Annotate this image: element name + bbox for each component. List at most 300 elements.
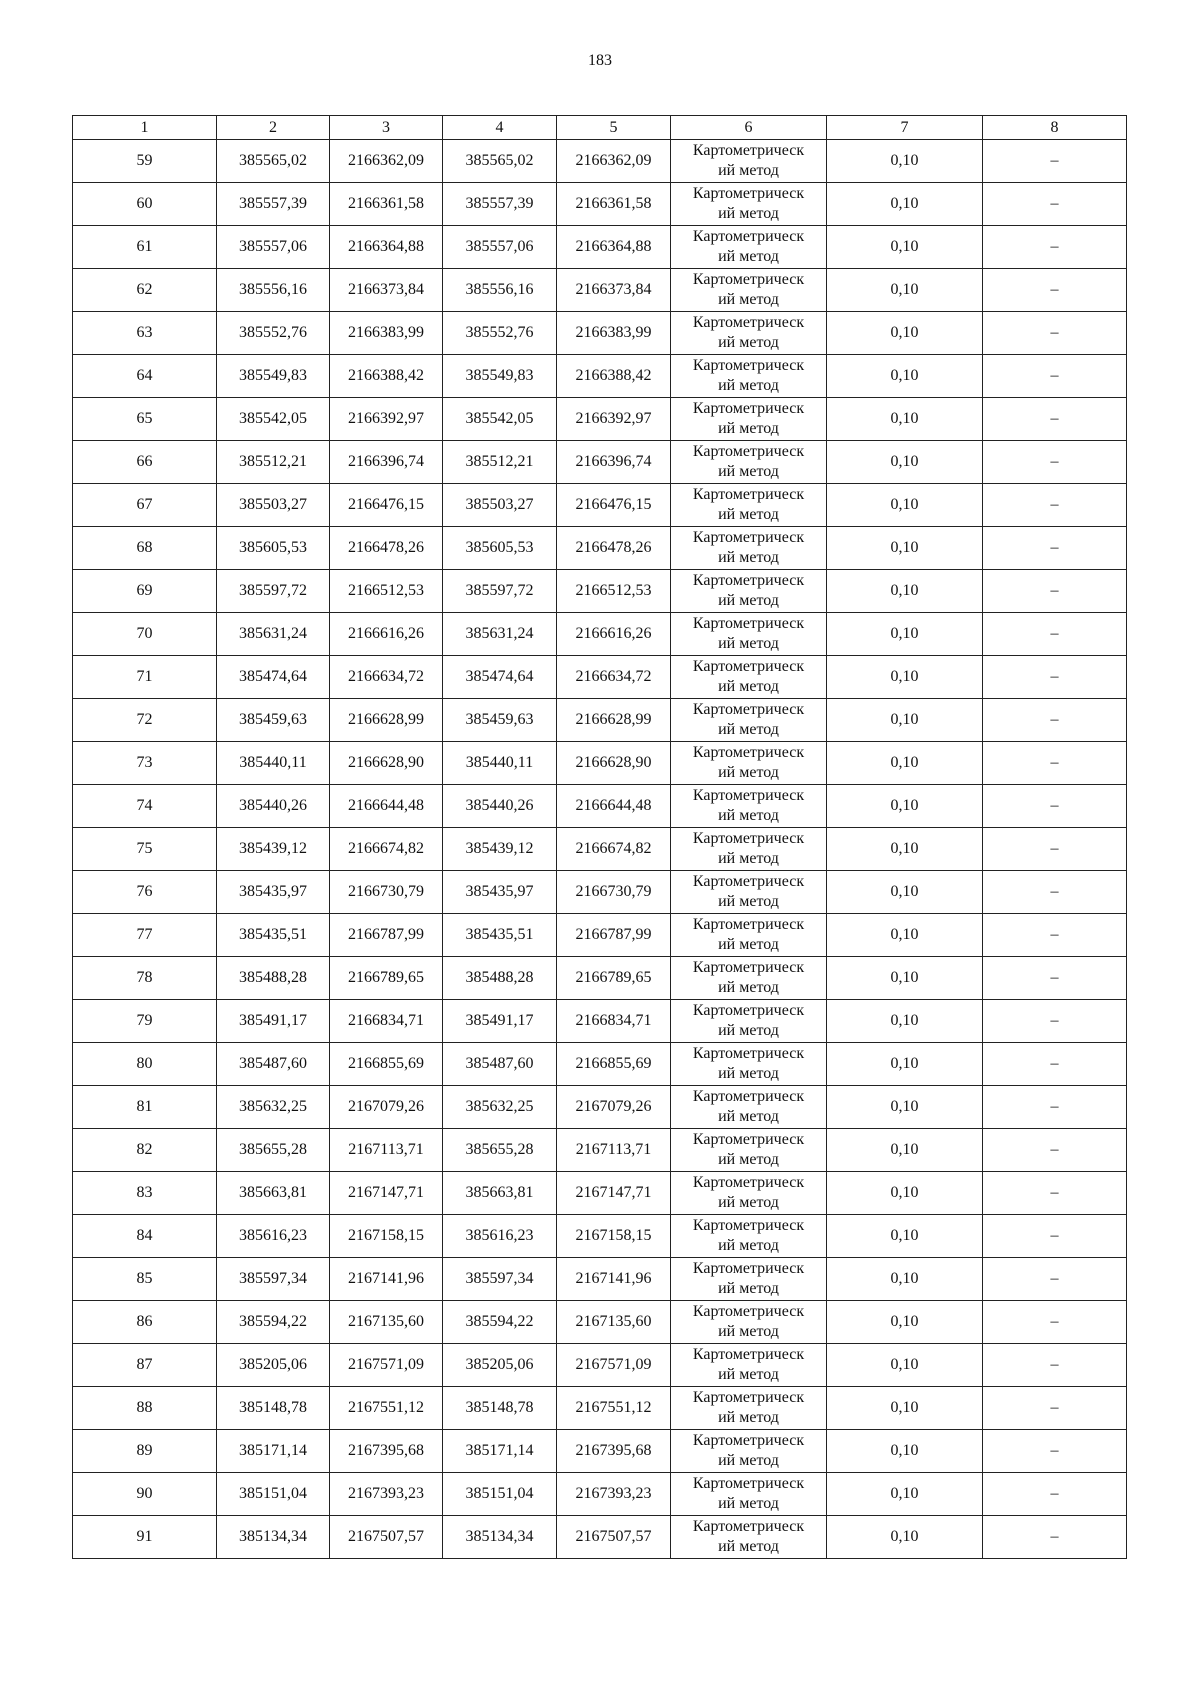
method-cell bbox=[671, 140, 827, 183]
x-coordinate-cell: 385491,17 bbox=[443, 1000, 557, 1043]
x-coordinate-cell: 385440,11 bbox=[217, 742, 330, 785]
x-coordinate-cell: 385597,34 bbox=[443, 1258, 557, 1301]
x-coordinate-cell: 385556,16 bbox=[443, 269, 557, 312]
method-text-line-2: ий метод bbox=[718, 592, 779, 609]
y-coordinate-cell: 2167507,57 bbox=[557, 1516, 671, 1559]
y-coordinate-cell: 2166388,42 bbox=[330, 355, 443, 398]
y-coordinate-cell: 2166373,84 bbox=[557, 269, 671, 312]
point-number-cell: 62 bbox=[73, 269, 217, 312]
x-coordinate-cell: 385597,34 bbox=[217, 1258, 330, 1301]
point-number-cell: 64 bbox=[73, 355, 217, 398]
method-text-line-2: ий метод bbox=[718, 377, 779, 394]
x-coordinate-cell: 385512,21 bbox=[217, 441, 330, 484]
x-coordinate-cell: 385474,64 bbox=[443, 656, 557, 699]
method-text-line-2: ий метод bbox=[718, 1495, 779, 1512]
y-coordinate-cell: 2166789,65 bbox=[557, 957, 671, 1000]
method-text-line-2: ий метод bbox=[718, 807, 779, 824]
y-coordinate-cell: 2167113,71 bbox=[557, 1129, 671, 1172]
x-coordinate-cell: 385151,04 bbox=[443, 1473, 557, 1516]
table-row bbox=[73, 871, 1127, 914]
method-cell bbox=[671, 1516, 827, 1559]
y-coordinate-cell: 2167393,23 bbox=[557, 1473, 671, 1516]
method-cell bbox=[671, 613, 827, 656]
note-cell: – bbox=[983, 312, 1127, 355]
method-text-line-1: Картометрическ bbox=[692, 959, 805, 976]
point-number-cell: 78 bbox=[73, 957, 217, 1000]
method-cell bbox=[671, 1387, 827, 1430]
table-row bbox=[73, 785, 1127, 828]
x-coordinate-cell: 385491,17 bbox=[217, 1000, 330, 1043]
table-row bbox=[73, 1430, 1127, 1473]
point-number-cell: 80 bbox=[73, 1043, 217, 1086]
method-text-line-1: Картометрическ bbox=[692, 1217, 805, 1234]
table-row bbox=[73, 1129, 1127, 1172]
method-cell bbox=[671, 226, 827, 269]
table-row bbox=[73, 355, 1127, 398]
note-cell: – bbox=[983, 828, 1127, 871]
note-cell: – bbox=[983, 957, 1127, 1000]
point-number-cell: 89 bbox=[73, 1430, 217, 1473]
method-text-line-1: Картометрическ bbox=[692, 1432, 805, 1449]
note-cell: – bbox=[983, 1516, 1127, 1559]
method-text-line-2: ий метод bbox=[718, 1280, 779, 1297]
method-text-line-1: Картометрическ bbox=[692, 787, 805, 804]
y-coordinate-cell: 2166396,74 bbox=[557, 441, 671, 484]
accuracy-cell: 0,10 bbox=[827, 613, 983, 656]
method-text-line-2: ий метод bbox=[718, 506, 779, 523]
method-text-line-2: ий метод bbox=[718, 1022, 779, 1039]
method-text-line-1: Картометрическ bbox=[692, 615, 805, 632]
y-coordinate-cell: 2166364,88 bbox=[557, 226, 671, 269]
x-coordinate-cell: 385663,81 bbox=[217, 1172, 330, 1215]
point-number-cell: 70 bbox=[73, 613, 217, 656]
method-text-line-2: ий метод bbox=[718, 334, 779, 351]
x-coordinate-cell: 385549,83 bbox=[443, 355, 557, 398]
accuracy-cell: 0,10 bbox=[827, 785, 983, 828]
method-text-line-1: Картометрическ bbox=[692, 314, 805, 331]
method-text-line-2: ий метод bbox=[718, 1194, 779, 1211]
x-coordinate-cell: 385556,16 bbox=[217, 269, 330, 312]
x-coordinate-cell: 385439,12 bbox=[443, 828, 557, 871]
y-coordinate-cell: 2167147,71 bbox=[557, 1172, 671, 1215]
method-text-line-1: Картометрическ bbox=[692, 1303, 805, 1320]
table-row bbox=[73, 656, 1127, 699]
y-coordinate-cell: 2166634,72 bbox=[330, 656, 443, 699]
note-cell: – bbox=[983, 1086, 1127, 1129]
method-cell bbox=[671, 355, 827, 398]
method-cell bbox=[671, 312, 827, 355]
method-cell bbox=[671, 441, 827, 484]
y-coordinate-cell: 2166628,90 bbox=[330, 742, 443, 785]
accuracy-cell: 0,10 bbox=[827, 355, 983, 398]
point-number-cell: 72 bbox=[73, 699, 217, 742]
x-coordinate-cell: 385474,64 bbox=[217, 656, 330, 699]
method-text-line-2: ий метод bbox=[718, 850, 779, 867]
note-cell: – bbox=[983, 484, 1127, 527]
method-text-line-1: Картометрическ bbox=[692, 1260, 805, 1277]
y-coordinate-cell: 2166476,15 bbox=[557, 484, 671, 527]
method-cell bbox=[671, 1344, 827, 1387]
method-text-line-1: Картометрическ bbox=[692, 830, 805, 847]
note-cell: – bbox=[983, 269, 1127, 312]
x-coordinate-cell: 385597,72 bbox=[443, 570, 557, 613]
method-text-line-2: ий метод bbox=[718, 1151, 779, 1168]
point-number-cell: 65 bbox=[73, 398, 217, 441]
method-text-line-1: Картометрическ bbox=[692, 572, 805, 589]
accuracy-cell: 0,10 bbox=[827, 527, 983, 570]
note-cell: – bbox=[983, 699, 1127, 742]
note-cell: – bbox=[983, 613, 1127, 656]
method-text-line-2: ий метод bbox=[718, 1452, 779, 1469]
x-coordinate-cell: 385594,22 bbox=[217, 1301, 330, 1344]
y-coordinate-cell: 2166789,65 bbox=[330, 957, 443, 1000]
table-row bbox=[73, 1172, 1127, 1215]
y-coordinate-cell: 2166373,84 bbox=[330, 269, 443, 312]
accuracy-cell: 0,10 bbox=[827, 656, 983, 699]
note-cell: – bbox=[983, 527, 1127, 570]
accuracy-cell: 0,10 bbox=[827, 183, 983, 226]
method-text-line-1: Картометрическ bbox=[692, 1475, 805, 1492]
note-cell: – bbox=[983, 570, 1127, 613]
point-number-cell: 63 bbox=[73, 312, 217, 355]
method-cell bbox=[671, 1215, 827, 1258]
y-coordinate-cell: 2166361,58 bbox=[557, 183, 671, 226]
x-coordinate-cell: 385148,78 bbox=[443, 1387, 557, 1430]
y-coordinate-cell: 2166834,71 bbox=[330, 1000, 443, 1043]
method-cell bbox=[671, 957, 827, 1000]
page-number: 183 bbox=[588, 52, 612, 69]
x-coordinate-cell: 385439,12 bbox=[217, 828, 330, 871]
method-cell bbox=[671, 484, 827, 527]
x-coordinate-cell: 385552,76 bbox=[217, 312, 330, 355]
method-text-line-2: ий метод bbox=[718, 1237, 779, 1254]
column-header: 2 bbox=[217, 116, 330, 140]
y-coordinate-cell: 2167507,57 bbox=[330, 1516, 443, 1559]
method-cell bbox=[671, 183, 827, 226]
y-coordinate-cell: 2166628,90 bbox=[557, 742, 671, 785]
y-coordinate-cell: 2166478,26 bbox=[330, 527, 443, 570]
note-cell: – bbox=[983, 1258, 1127, 1301]
accuracy-cell: 0,10 bbox=[827, 1258, 983, 1301]
y-coordinate-cell: 2166392,97 bbox=[330, 398, 443, 441]
y-coordinate-cell: 2166628,99 bbox=[330, 699, 443, 742]
x-coordinate-cell: 385512,21 bbox=[443, 441, 557, 484]
method-cell bbox=[671, 269, 827, 312]
table-row bbox=[73, 1043, 1127, 1086]
method-cell bbox=[671, 785, 827, 828]
x-coordinate-cell: 385663,81 bbox=[443, 1172, 557, 1215]
point-number-cell: 90 bbox=[73, 1473, 217, 1516]
table-row bbox=[73, 570, 1127, 613]
method-text-line-2: ий метод bbox=[718, 1538, 779, 1555]
y-coordinate-cell: 2167141,96 bbox=[557, 1258, 671, 1301]
y-coordinate-cell: 2166383,99 bbox=[557, 312, 671, 355]
table-row bbox=[73, 613, 1127, 656]
x-coordinate-cell: 385440,11 bbox=[443, 742, 557, 785]
x-coordinate-cell: 385565,02 bbox=[443, 140, 557, 183]
x-coordinate-cell: 385565,02 bbox=[217, 140, 330, 183]
method-text-line-1: Картометрическ bbox=[692, 228, 805, 245]
table-body bbox=[73, 140, 1127, 1559]
table-row bbox=[73, 828, 1127, 871]
x-coordinate-cell: 385616,23 bbox=[217, 1215, 330, 1258]
y-coordinate-cell: 2166616,26 bbox=[330, 613, 443, 656]
note-cell: – bbox=[983, 1387, 1127, 1430]
method-text-line-1: Картометрическ bbox=[692, 1002, 805, 1019]
accuracy-cell: 0,10 bbox=[827, 1301, 983, 1344]
method-text-line-1: Картометрическ bbox=[692, 1174, 805, 1191]
method-text-line-1: Картометрическ bbox=[692, 1088, 805, 1105]
x-coordinate-cell: 385440,26 bbox=[217, 785, 330, 828]
x-coordinate-cell: 385632,25 bbox=[217, 1086, 330, 1129]
method-text-line-2: ий метод bbox=[718, 1065, 779, 1082]
table-row bbox=[73, 183, 1127, 226]
x-coordinate-cell: 385542,05 bbox=[443, 398, 557, 441]
x-coordinate-cell: 385435,51 bbox=[217, 914, 330, 957]
y-coordinate-cell: 2167571,09 bbox=[557, 1344, 671, 1387]
note-cell: – bbox=[983, 226, 1127, 269]
x-coordinate-cell: 385631,24 bbox=[443, 613, 557, 656]
x-coordinate-cell: 385435,97 bbox=[443, 871, 557, 914]
point-number-cell: 66 bbox=[73, 441, 217, 484]
y-coordinate-cell: 2166478,26 bbox=[557, 527, 671, 570]
x-coordinate-cell: 385487,60 bbox=[443, 1043, 557, 1086]
y-coordinate-cell: 2166383,99 bbox=[330, 312, 443, 355]
method-text-line-2: ий метод bbox=[718, 1108, 779, 1125]
note-cell: – bbox=[983, 785, 1127, 828]
method-text-line-1: Картометрическ bbox=[692, 357, 805, 374]
method-cell bbox=[671, 1473, 827, 1516]
table-row bbox=[73, 140, 1127, 183]
column-header: 3 bbox=[330, 116, 443, 140]
table-row bbox=[73, 1473, 1127, 1516]
method-text-line-1: Картометрическ bbox=[692, 529, 805, 546]
note-cell: – bbox=[983, 742, 1127, 785]
table-row bbox=[73, 1344, 1127, 1387]
method-text-line-2: ий метод bbox=[718, 1366, 779, 1383]
table-row bbox=[73, 699, 1127, 742]
y-coordinate-cell: 2167135,60 bbox=[557, 1301, 671, 1344]
y-coordinate-cell: 2166616,26 bbox=[557, 613, 671, 656]
y-coordinate-cell: 2167395,68 bbox=[330, 1430, 443, 1473]
table-row bbox=[73, 527, 1127, 570]
note-cell: – bbox=[983, 183, 1127, 226]
method-text-line-1: Картометрическ bbox=[692, 744, 805, 761]
table-row bbox=[73, 441, 1127, 484]
note-cell: – bbox=[983, 1000, 1127, 1043]
point-number-cell: 71 bbox=[73, 656, 217, 699]
x-coordinate-cell: 385594,22 bbox=[443, 1301, 557, 1344]
note-cell: – bbox=[983, 656, 1127, 699]
y-coordinate-cell: 2166674,82 bbox=[557, 828, 671, 871]
x-coordinate-cell: 385557,06 bbox=[217, 226, 330, 269]
table-row bbox=[73, 1086, 1127, 1129]
x-coordinate-cell: 385503,27 bbox=[443, 484, 557, 527]
y-coordinate-cell: 2167079,26 bbox=[557, 1086, 671, 1129]
method-cell bbox=[671, 570, 827, 613]
y-coordinate-cell: 2167147,71 bbox=[330, 1172, 443, 1215]
method-text-line-2: ий метод bbox=[718, 549, 779, 566]
method-text-line-2: ий метод bbox=[718, 162, 779, 179]
method-text-line-2: ий метод bbox=[718, 936, 779, 953]
method-text-line-2: ий метод bbox=[718, 420, 779, 437]
accuracy-cell: 0,10 bbox=[827, 398, 983, 441]
x-coordinate-cell: 385631,24 bbox=[217, 613, 330, 656]
x-coordinate-cell: 385134,34 bbox=[443, 1516, 557, 1559]
accuracy-cell: 0,10 bbox=[827, 1215, 983, 1258]
accuracy-cell: 0,10 bbox=[827, 828, 983, 871]
x-coordinate-cell: 385435,51 bbox=[443, 914, 557, 957]
y-coordinate-cell: 2166730,79 bbox=[557, 871, 671, 914]
method-text-line-1: Картометрическ bbox=[692, 1518, 805, 1535]
y-coordinate-cell: 2166388,42 bbox=[557, 355, 671, 398]
note-cell: – bbox=[983, 441, 1127, 484]
note-cell: – bbox=[983, 1043, 1127, 1086]
y-coordinate-cell: 2166512,53 bbox=[330, 570, 443, 613]
x-coordinate-cell: 385605,53 bbox=[217, 527, 330, 570]
x-coordinate-cell: 385557,06 bbox=[443, 226, 557, 269]
y-coordinate-cell: 2167135,60 bbox=[330, 1301, 443, 1344]
y-coordinate-cell: 2166392,97 bbox=[557, 398, 671, 441]
table-row bbox=[73, 269, 1127, 312]
x-coordinate-cell: 385597,72 bbox=[217, 570, 330, 613]
y-coordinate-cell: 2167113,71 bbox=[330, 1129, 443, 1172]
accuracy-cell: 0,10 bbox=[827, 570, 983, 613]
x-coordinate-cell: 385151,04 bbox=[217, 1473, 330, 1516]
note-cell: – bbox=[983, 914, 1127, 957]
x-coordinate-cell: 385148,78 bbox=[217, 1387, 330, 1430]
accuracy-cell: 0,10 bbox=[827, 484, 983, 527]
accuracy-cell: 0,10 bbox=[827, 1129, 983, 1172]
accuracy-cell: 0,10 bbox=[827, 441, 983, 484]
accuracy-cell: 0,10 bbox=[827, 957, 983, 1000]
note-cell: – bbox=[983, 398, 1127, 441]
table-row bbox=[73, 1516, 1127, 1559]
y-coordinate-cell: 2167551,12 bbox=[557, 1387, 671, 1430]
method-text-line-1: Картометрическ bbox=[692, 443, 805, 460]
point-number-cell: 88 bbox=[73, 1387, 217, 1430]
column-header: 8 bbox=[983, 116, 1127, 140]
method-text-line-1: Картометрическ bbox=[692, 658, 805, 675]
method-cell bbox=[671, 1086, 827, 1129]
y-coordinate-cell: 2167158,15 bbox=[557, 1215, 671, 1258]
x-coordinate-cell: 385557,39 bbox=[443, 183, 557, 226]
table-row bbox=[73, 484, 1127, 527]
y-coordinate-cell: 2166634,72 bbox=[557, 656, 671, 699]
accuracy-cell: 0,10 bbox=[827, 1344, 983, 1387]
method-text-line-1: Картометрическ bbox=[692, 1346, 805, 1363]
accuracy-cell: 0,10 bbox=[827, 1387, 983, 1430]
y-coordinate-cell: 2166476,15 bbox=[330, 484, 443, 527]
note-cell: – bbox=[983, 1473, 1127, 1516]
y-coordinate-cell: 2167571,09 bbox=[330, 1344, 443, 1387]
y-coordinate-cell: 2167158,15 bbox=[330, 1215, 443, 1258]
method-text-line-1: Картометрическ bbox=[692, 916, 805, 933]
y-coordinate-cell: 2166787,99 bbox=[557, 914, 671, 957]
note-cell: – bbox=[983, 1430, 1127, 1473]
point-number-cell: 84 bbox=[73, 1215, 217, 1258]
table-row bbox=[73, 398, 1127, 441]
y-coordinate-cell: 2167393,23 bbox=[330, 1473, 443, 1516]
method-text-line-1: Картометрическ bbox=[692, 142, 805, 159]
y-coordinate-cell: 2166787,99 bbox=[330, 914, 443, 957]
method-text-line-1: Картометрическ bbox=[692, 1131, 805, 1148]
method-cell bbox=[671, 914, 827, 957]
table-row bbox=[73, 226, 1127, 269]
point-number-cell: 73 bbox=[73, 742, 217, 785]
accuracy-cell: 0,10 bbox=[827, 1430, 983, 1473]
table-row bbox=[73, 1215, 1127, 1258]
x-coordinate-cell: 385435,97 bbox=[217, 871, 330, 914]
table-row bbox=[73, 312, 1127, 355]
point-number-cell: 86 bbox=[73, 1301, 217, 1344]
x-coordinate-cell: 385557,39 bbox=[217, 183, 330, 226]
table-row bbox=[73, 1000, 1127, 1043]
method-text-line-2: ий метод bbox=[718, 248, 779, 265]
x-coordinate-cell: 385171,14 bbox=[443, 1430, 557, 1473]
point-number-cell: 59 bbox=[73, 140, 217, 183]
accuracy-cell: 0,10 bbox=[827, 1000, 983, 1043]
table-row bbox=[73, 914, 1127, 957]
method-cell bbox=[671, 871, 827, 914]
point-number-cell: 74 bbox=[73, 785, 217, 828]
method-text-line-1: Картометрическ bbox=[692, 185, 805, 202]
x-coordinate-cell: 385171,14 bbox=[217, 1430, 330, 1473]
note-cell: – bbox=[983, 1215, 1127, 1258]
accuracy-cell: 0,10 bbox=[827, 1516, 983, 1559]
method-text-line-2: ий метод bbox=[718, 979, 779, 996]
method-text-line-2: ий метод bbox=[718, 463, 779, 480]
x-coordinate-cell: 385440,26 bbox=[443, 785, 557, 828]
note-cell: – bbox=[983, 1129, 1127, 1172]
x-coordinate-cell: 385616,23 bbox=[443, 1215, 557, 1258]
note-cell: – bbox=[983, 871, 1127, 914]
method-cell bbox=[671, 1258, 827, 1301]
accuracy-cell: 0,10 bbox=[827, 871, 983, 914]
accuracy-cell: 0,10 bbox=[827, 140, 983, 183]
method-text-line-1: Картометрическ bbox=[692, 1045, 805, 1062]
accuracy-cell: 0,10 bbox=[827, 1172, 983, 1215]
y-coordinate-cell: 2166628,99 bbox=[557, 699, 671, 742]
method-text-line-1: Картометрическ bbox=[692, 486, 805, 503]
method-cell bbox=[671, 699, 827, 742]
y-coordinate-cell: 2166674,82 bbox=[330, 828, 443, 871]
method-cell bbox=[671, 1000, 827, 1043]
accuracy-cell: 0,10 bbox=[827, 1043, 983, 1086]
method-text-line-1: Картометрическ bbox=[692, 400, 805, 417]
note-cell: – bbox=[983, 140, 1127, 183]
y-coordinate-cell: 2166362,09 bbox=[557, 140, 671, 183]
point-number-cell: 77 bbox=[73, 914, 217, 957]
method-text-line-2: ий метод bbox=[718, 635, 779, 652]
y-coordinate-cell: 2167141,96 bbox=[330, 1258, 443, 1301]
y-coordinate-cell: 2166396,74 bbox=[330, 441, 443, 484]
x-coordinate-cell: 385487,60 bbox=[217, 1043, 330, 1086]
table-row bbox=[73, 957, 1127, 1000]
method-text-line-1: Картометрическ bbox=[692, 873, 805, 890]
method-cell bbox=[671, 656, 827, 699]
accuracy-cell: 0,10 bbox=[827, 914, 983, 957]
point-number-cell: 67 bbox=[73, 484, 217, 527]
table-row bbox=[73, 742, 1127, 785]
note-cell: – bbox=[983, 1301, 1127, 1344]
method-cell bbox=[671, 1430, 827, 1473]
method-text-line-2: ий метод bbox=[718, 205, 779, 222]
point-number-cell: 69 bbox=[73, 570, 217, 613]
method-cell bbox=[671, 398, 827, 441]
note-cell: – bbox=[983, 1172, 1127, 1215]
x-coordinate-cell: 385632,25 bbox=[443, 1086, 557, 1129]
